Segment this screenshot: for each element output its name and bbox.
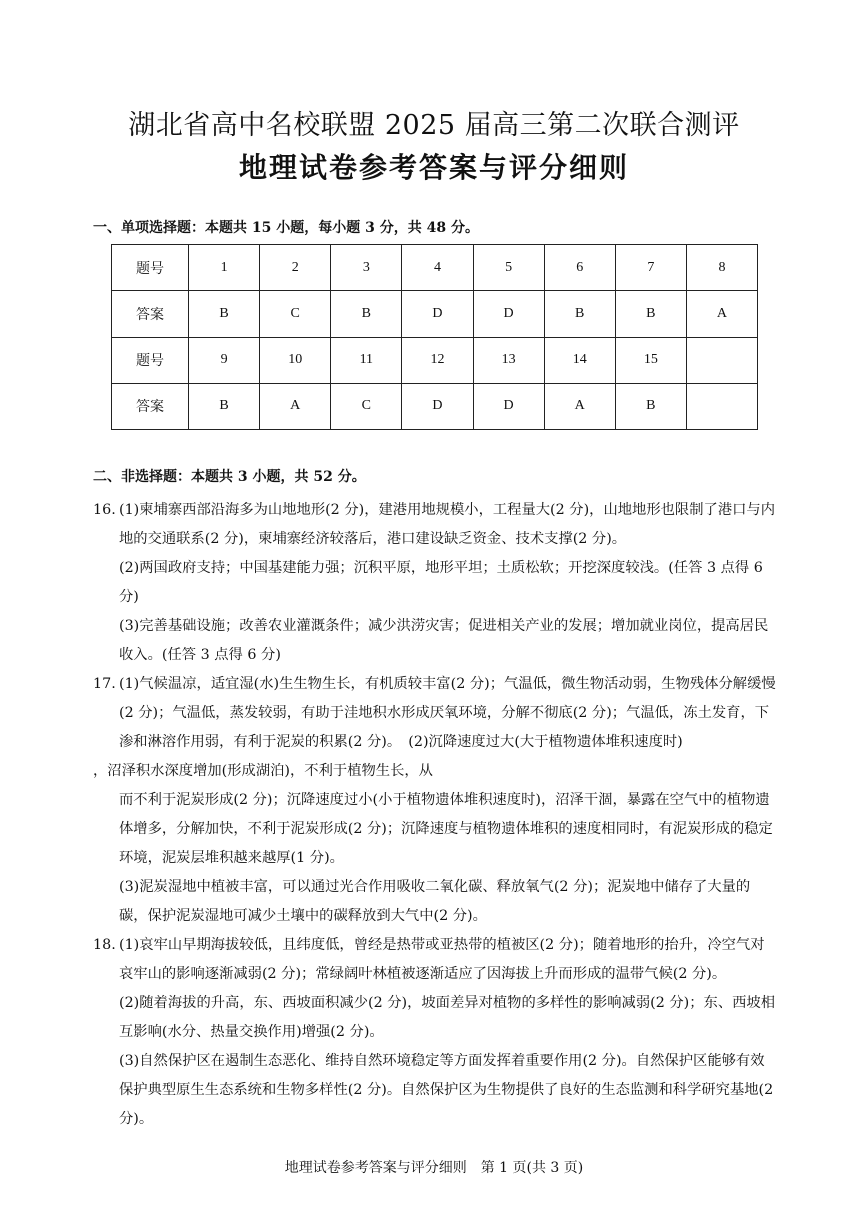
row-header: 答案 (112, 291, 189, 337)
table-row (112, 245, 758, 291)
answer-paragraph: (3)泥炭湿地中植被丰富，可以通过光合作用吸收二氧化碳、释放氧气(2 分)；泥炭地中储存了大量的碳，保护泥炭湿地可减少土壤中的碳释放到大气中(2 分)。 (119, 879, 751, 924)
question-number: 2 (260, 245, 331, 291)
answer-cell: D (402, 383, 473, 429)
answer-cell: D (473, 291, 544, 337)
answer-cell: B (615, 383, 686, 429)
answer-paragraph: 而不利于泥炭形成(2 分)；沉降速度过小(小于植物遗体堆积速度时)，沼泽干涸，暴露在空气中的植物遗体增多，分解加快，不利于泥炭形成(2 分)；沉降速度与植物遗体堆积的速度相同时，有泥炭形成的稳定环境，泥炭层堆积越来越厚(1 分)。 (119, 792, 773, 866)
answer-cell: A (260, 383, 331, 429)
answer-cell: A (544, 383, 615, 429)
section-2-heading: 二、非选择题：本题共 3 小题，共 52 分。 (93, 469, 366, 485)
document-title: 湖北省高中名校联盟 2025 届高三第二次联合测评 (128, 110, 740, 141)
answer-cell: B (331, 291, 402, 337)
question-number: 9 (189, 337, 260, 383)
question-number-label: 16. (93, 502, 116, 518)
answer-cell: B (544, 291, 615, 337)
answer-paragraph: (3)自然保护区在遏制生态恶化、维持自然环境稳定等方面发挥着重要作用(2 分)。自然保护区能够有效保护典型原生生态系统和生物多样性(2 分)。自然保护区为生物提供了良好的生态监测和科学研究基地(2 分)。 (119, 1053, 774, 1127)
question-number: 12 (402, 337, 473, 383)
answer-cell (686, 383, 757, 429)
question-number (686, 337, 757, 383)
answer-paragraph-continued: ，沼泽积水深度增加(形成湖泊)，不利于植物生长，从 (93, 763, 433, 779)
question-number: 10 (260, 337, 331, 383)
document-subtitle: 地理试卷参考答案与评分细则 (238, 151, 629, 184)
table-row (112, 383, 758, 429)
question-16 (93, 496, 777, 670)
row-header: 题号 (112, 337, 189, 383)
section-1-heading: 一、单项选择题：本题共 15 小题，每小题 3 分，共 48 分。 (93, 220, 479, 236)
row-header: 题号 (112, 245, 189, 291)
question-number: 14 (544, 337, 615, 383)
question-17 (93, 670, 777, 757)
question-number: 15 (615, 337, 686, 383)
question-number: 5 (473, 245, 544, 291)
question-number: 11 (331, 337, 402, 383)
question-number: 7 (615, 245, 686, 291)
row-header: 答案 (112, 383, 189, 429)
answer-paragraph: (1)气候温凉，适宜湿(水)生生物生长，有机质较丰富(2 分)；气温低，微生物活动弱，生物残体分解缓慢(2 分)；气温低，蒸发较弱，有助于洼地积水形成厌氧环境，分解不彻底(2 分)；气温低，冻土发育，下渗和淋溶作用弱，有利于泥炭的积累(2 分)。 (2)沉降速度过大(大于植物遗体堆积速度时) (119, 676, 776, 750)
answer-body (93, 496, 777, 1134)
answer-paragraph: (3)完善基础设施；改善农业灌溉条件；减少洪涝灾害；促进相关产业的发展；增加就业岗位，提高居民收入。(任答 3 点得 6 分) (119, 618, 769, 663)
question-number-label: 17. (93, 676, 116, 692)
answer-cell: C (331, 383, 402, 429)
question-number: 6 (544, 245, 615, 291)
table-row (112, 337, 758, 383)
question-number: 8 (686, 245, 757, 291)
table-row (112, 291, 758, 337)
answer-cell: D (473, 383, 544, 429)
answer-paragraph: (2)随着海拔的升高，东、西坡面积减少(2 分)，坡面差异对植物的多样性的影响减弱(2 分)；东、西坡相互影响(水分、热量交换作用)增强(2 分)。 (119, 995, 776, 1040)
question-number-label: 18. (93, 937, 116, 953)
question-number: 4 (402, 245, 473, 291)
answer-cell: C (260, 291, 331, 337)
answer-paragraph: (1)哀牢山早期海拔较低，且纬度低，曾经是热带或亚热带的植被区(2 分)；随着地形的抬升，冷空气对哀牢山的影响逐渐减弱(2 分)；常绿阔叶林植被逐渐适应了因海拔上升而形成的温带气候(2 分)。 (119, 937, 765, 982)
page-footer: 地理试卷参考答案与评分细则 第 1 页(共 3 页) (284, 1160, 584, 1176)
answer-cell: B (189, 291, 260, 337)
question-number: 3 (331, 245, 402, 291)
answer-paragraph: (2)两国政府支持；中国基建能力强；沉积平原，地形平坦；土质松软；开挖深度较浅。(任答 3 点得 6 分) (119, 560, 763, 605)
question-number: 1 (189, 245, 260, 291)
answer-cell: A (686, 291, 757, 337)
answer-cell: B (189, 383, 260, 429)
question-number: 13 (473, 337, 544, 383)
answer-table (111, 244, 758, 430)
answer-paragraph: (1)柬埔寨西部沿海多为山地地形(2 分)，建港用地规模小，工程量大(2 分)，山地地形也限制了港口与内地的交通联系(2 分)，柬埔寨经济较落后，港口建设缺乏资金、技术支撑(2 分)。 (119, 502, 776, 547)
answer-cell: D (402, 291, 473, 337)
answer-cell: B (615, 291, 686, 337)
question-18 (93, 931, 777, 1134)
